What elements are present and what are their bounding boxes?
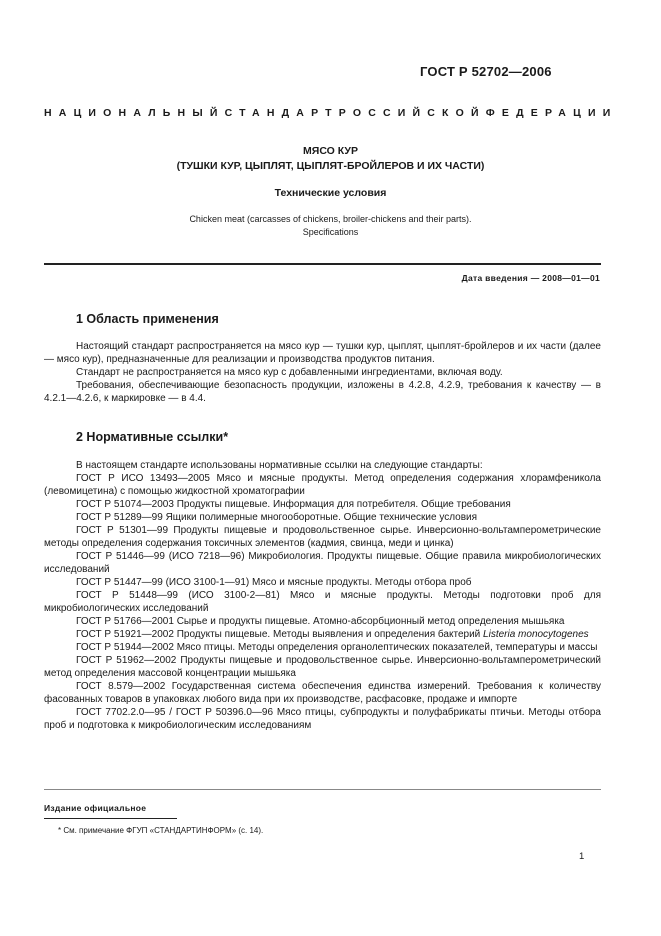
banner-word: ФЕДЕРАЦИИ [485,107,618,119]
banner-word: РОССИЙСКОЙ [338,107,486,119]
official-edition-label: Издание официальное [44,803,147,813]
species-name: Listeria monocytogenes [483,629,589,640]
english-title-line2: Specifications [302,227,359,237]
paragraph: Требования, обеспечивающие безопасность продукции, изложены в 4.2.8, 4.2.9, требования к качеству — в 4.2.1—4.2.6, к маркировке — в 4.4. [44,380,601,404]
reference-text: ГОСТ Р 51921—2002 Продукты пищевые. Методы выявления и определения бактерий [76,629,481,640]
section-2-body [44,459,601,732]
reference-item: ГОСТ Р ИСО 13493—2005 Мясо и мясные продукты. Метод определения содержания хлорамфеникола (левомицетина) с помощью жидкостной хроматографии [44,473,601,497]
english-title-line1: Chicken meat (carcasses of chickens, broiler-chickens and their parts). [189,214,472,224]
footer-divider [44,789,601,790]
introduction-date: Дата введения — 2008—01—01 [461,273,600,283]
reference-item [44,628,601,641]
reference-item: ГОСТ 8.579—2002 Государственная система обеспечения единства измерений. Требования к количеству фасованных товаров в упаковках любого вида при их производстве, расфасовке, продаже и импорте [44,681,601,705]
reference-item: ГОСТ Р 51448—99 (ИСО 3100-2—81) Мясо и мясные продукты. Методы подготовки проб для микробиологических исследований [44,590,601,614]
reference-item: ГОСТ Р 51944—2002 Мясо птицы. Методы определения органолептических показателей, температуры и массы [76,642,598,653]
national-standard-banner [44,107,618,119]
reference-item: ГОСТ Р 51074—2003 Продукты пищевые. Информация для потребителя. Общие требования [76,499,511,510]
footnote: * См. примечание ФГУП «СТАНДАРТИНФОРМ» (с. 14). [58,826,264,835]
document-title-line2: (ТУШКИ КУР, ЦЫПЛЯТ, ЦЫПЛЯТ-БРОЙЛЕРОВ И ИХ ЧАСТИ) [176,160,485,172]
document-title-line1: МЯСО КУР [303,145,358,157]
banner-word: СТАНДАРТ [224,107,339,119]
document-subtitle: Технические условия [274,187,387,199]
reference-item: ГОСТ Р 51447—99 (ИСО 3100-1—91) Мясо и мясные продукты. Методы отбора проб [76,577,472,588]
reference-item: ГОСТ Р 51446—99 (ИСО 7218—96) Микробиология. Продукты пищевые. Общие правила микробиологических исследований [44,551,601,575]
paragraph: Настоящий стандарт распространяется на мясо кур — тушки кур, цыплят, цыплят-бройлеров и их части (далее — мясо кур), предназначенные для реализации и производства продуктов питания. [44,341,601,365]
section-2-intro: В настоящем стандарте использованы нормативные ссылки на следующие стандарты: [76,460,483,471]
banner-word: НАЦИОНАЛЬНЫЙ [44,107,225,119]
section-1-body [44,340,601,405]
paragraph: Стандарт не распространяется на мясо кур с добавленными ингредиентами, включая воду. [76,367,503,378]
page-number: 1 [579,851,585,862]
section-1-heading: 1 Область применения [76,312,219,326]
title-divider [44,263,601,265]
reference-item: ГОСТ Р 51962—2002 Продукты пищевые и продовольственное сырье. Инверсионно-вольтамперометрический метод определения массовой концентрации мышьяка [44,655,601,679]
reference-item: ГОСТ Р 51289—99 Ящики полимерные многооборотные. Общие технические условия [76,512,478,523]
reference-item: ГОСТ Р 51301—99 Продукты пищевые и продовольственное сырье. Инверсионно-вольтамперометрические методы определения содержания токсичных элементов (кадмия, свинца, меди и цинка) [44,525,601,549]
reference-item: ГОСТ Р 51766—2001 Сырье и продукты пищевые. Атомно-абсорбционный метод определения мышьяка [76,616,565,627]
footnote-divider [44,818,177,819]
standard-number: ГОСТ Р 52702—2006 [420,64,552,79]
reference-item: ГОСТ 7702.2.0—95 / ГОСТ Р 50396.0—96 Мясо птицы, субпродукты и полуфабрикаты птичьи. Методы отбора проб и подготовка к микробиологическим исследованиям [44,707,601,731]
section-2-heading: 2 Нормативные ссылки* [76,430,229,444]
